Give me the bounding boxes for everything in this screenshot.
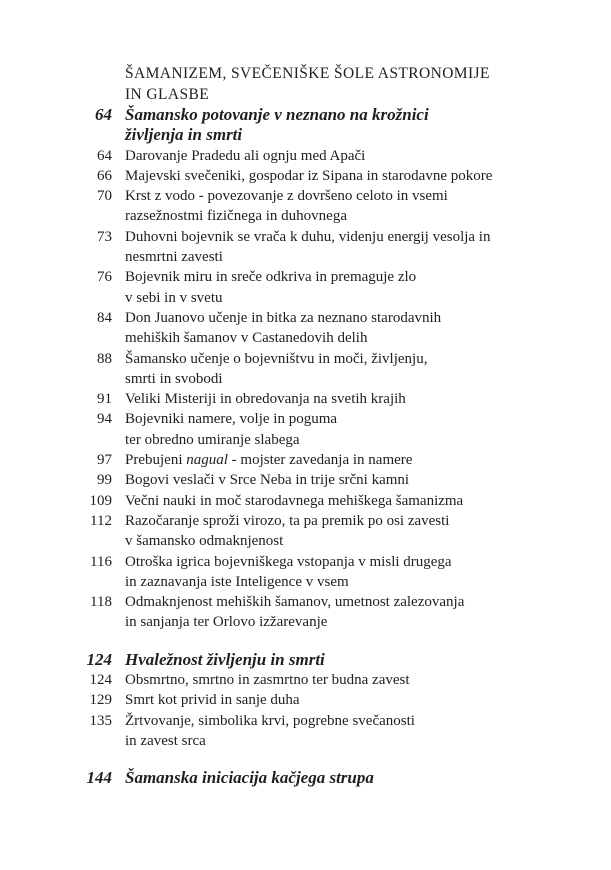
toc-entry-row xyxy=(0,670,611,690)
toc-chapter-row xyxy=(0,768,611,788)
page-number: 129 xyxy=(89,692,112,709)
entry-title xyxy=(125,592,464,633)
page-number: 94 xyxy=(97,411,112,428)
entry-title-segment: v sebi in v svetu xyxy=(125,289,223,306)
toc-entry-row xyxy=(0,186,611,227)
page-number: 84 xyxy=(97,309,112,326)
toc-list xyxy=(0,105,611,789)
toc-chapter-row xyxy=(0,650,611,670)
toc-entry-row xyxy=(0,491,611,511)
toc-entry-row xyxy=(0,711,611,752)
entry-title-segment: Duhovni bojevnik se vrača k duhu, videnju energij vesolja in xyxy=(125,228,491,245)
toc-entry-row xyxy=(0,349,611,390)
toc-chapter-row xyxy=(0,105,611,146)
page-number: 64 xyxy=(95,105,112,124)
entry-title-segment: Darovanje Pradedu ali ognju med Apači xyxy=(125,147,366,164)
toc-section-header-line-1: ŠAMANIZEM, SVEČENIŠKE ŠOLE ASTRONOMIJE xyxy=(125,65,490,82)
entry-title xyxy=(125,146,365,166)
entry-title-segment: Obsmrtno, smrtno in zasmrtno ter budna zavest xyxy=(125,672,410,689)
toc-entry-row xyxy=(0,308,611,349)
entry-title-line xyxy=(125,369,427,389)
entry-title-line xyxy=(125,409,337,429)
toc-entry-row xyxy=(0,511,611,552)
entry-title-segment: razsežnostmi fizičnega in duhovnega xyxy=(125,208,347,225)
entry-title-segment: - mojster zavedanja in namere xyxy=(227,452,413,469)
toc-entry-row xyxy=(0,166,611,186)
entry-title-line xyxy=(125,166,492,186)
page-number: 73 xyxy=(97,228,112,245)
entry-title-segment: Krst z vodo - povezovanje z dovršeno celoto in vsemi xyxy=(125,188,448,205)
entry-title-line xyxy=(125,491,463,511)
entry-title xyxy=(125,470,409,490)
entry-title-line xyxy=(125,650,325,670)
toc-entry-row xyxy=(0,267,611,308)
entry-title-line xyxy=(125,670,410,690)
entry-title-segment: Žrtvovanje, simbolika krvi, pogrebne svečanosti xyxy=(125,712,415,729)
entry-title-line xyxy=(125,572,452,592)
entry-title-segment: in sanjanja ter Orlovo izžarevanje xyxy=(125,614,328,631)
entry-title-segment: Majevski svečeniki, gospodar iz Sipana in starodavne pokore xyxy=(125,167,493,184)
page-number: 109 xyxy=(89,492,112,509)
entry-title-line xyxy=(125,552,452,572)
page-number: 66 xyxy=(97,167,112,184)
entry-title xyxy=(125,511,449,552)
page-number: 135 xyxy=(89,712,112,729)
entry-title-line xyxy=(125,328,441,348)
page-number: 112 xyxy=(90,512,112,529)
entry-title xyxy=(125,552,452,593)
entry-title xyxy=(125,409,337,450)
toc-entry-row xyxy=(0,409,611,450)
entry-title xyxy=(125,670,410,690)
page-number: 124 xyxy=(86,649,112,669)
entry-title-line xyxy=(125,389,406,409)
entry-title-segment: mehiških šamanov v Castanedovih delih xyxy=(125,330,368,347)
entry-title-segment: Šamanska iniciacija kačjega strupa xyxy=(125,768,374,788)
entry-title xyxy=(125,650,325,670)
entry-title-line xyxy=(125,349,427,369)
entry-title-line xyxy=(125,531,449,551)
page-number: 91 xyxy=(97,391,112,408)
toc-entry-row xyxy=(0,450,611,470)
entry-title xyxy=(125,186,448,227)
entry-title xyxy=(125,768,374,788)
toc-entry-row xyxy=(0,146,611,166)
entry-title-line xyxy=(125,105,429,125)
entry-title-segment: življenja in smrti xyxy=(125,125,243,145)
entry-title xyxy=(125,711,415,752)
entry-title-segment: in zaznavanja iste Inteligence v vsem xyxy=(125,573,349,590)
entry-title-line xyxy=(125,690,300,710)
page-number: 97 xyxy=(97,452,112,469)
entry-title-line xyxy=(125,731,415,751)
toc-section-header-line-2: IN GLASBE xyxy=(125,85,210,103)
entry-title xyxy=(125,491,463,511)
entry-title-line xyxy=(125,711,415,731)
toc-entry-row xyxy=(0,552,611,593)
page-number: 88 xyxy=(97,350,112,367)
toc-entry-row xyxy=(0,470,611,490)
entry-title-segment: nesmrtni zavesti xyxy=(125,249,223,266)
entry-title-line xyxy=(125,470,409,490)
entry-title xyxy=(125,389,406,409)
entry-title-line xyxy=(125,768,374,788)
toc-entry-row xyxy=(0,592,611,633)
entry-title xyxy=(125,105,429,146)
entry-title-line xyxy=(125,450,412,470)
entry-title-line xyxy=(125,612,464,632)
entry-title-segment: Bojevniki namere, volje in poguma xyxy=(125,411,338,428)
entry-title xyxy=(125,227,490,268)
entry-title-line xyxy=(125,288,416,308)
entry-title-line xyxy=(125,592,464,612)
toc-entry-row xyxy=(0,690,611,710)
entry-title-line xyxy=(125,206,448,226)
entry-title-line xyxy=(125,511,449,531)
entry-title-segment: Večni nauki in moč starodavnega mehiškega šamanizma xyxy=(125,492,464,509)
entry-title-segment: Smrt kot privid in sanje duha xyxy=(125,692,300,709)
entry-title-segment: v šamansko odmaknjenost xyxy=(125,533,284,550)
entry-title-segment: Veliki Misteriji in obredovanja na svetih krajih xyxy=(125,391,406,408)
entry-title-segment: smrti in svobodi xyxy=(125,370,223,387)
entry-title-segment: Odmaknjenost mehiških šamanov, umetnost zalezovanja xyxy=(125,594,465,611)
toc-entry-row xyxy=(0,389,611,409)
entry-title-line xyxy=(125,227,490,247)
entry-title-line xyxy=(125,247,490,267)
entry-title-segment: Hvaležnost življenju in smrti xyxy=(125,649,325,669)
page-number: 64 xyxy=(97,147,112,164)
page-number: 99 xyxy=(97,472,112,489)
toc-entry-row xyxy=(0,227,611,268)
entry-title-segment: Bogovi veslači v Srce Neba in trije srčni kamni xyxy=(125,472,410,489)
entry-title-line xyxy=(125,308,441,328)
entry-title-segment: Prebujeni xyxy=(125,452,187,469)
entry-title-segment: Šamansko potovanje v neznano na krožnici xyxy=(125,105,429,124)
page-number: 144 xyxy=(86,768,112,788)
entry-title xyxy=(125,267,416,308)
entry-title-segment: Bojevnik miru in sreče odkriva in premaguje zlo xyxy=(125,269,417,286)
page-number: 118 xyxy=(90,594,112,611)
entry-title-line xyxy=(125,186,448,206)
page-number: 124 xyxy=(89,672,112,689)
entry-title-line xyxy=(125,125,429,145)
entry-title xyxy=(125,450,412,470)
toc-section-header xyxy=(125,64,611,105)
page-number: 70 xyxy=(97,188,112,205)
entry-title-segment: in zavest srca xyxy=(125,732,206,749)
entry-title-line xyxy=(125,430,337,450)
page-number: 76 xyxy=(97,269,112,286)
entry-title xyxy=(125,308,441,349)
entry-title xyxy=(125,690,300,710)
entry-title-italic-segment: nagual xyxy=(186,452,228,469)
entry-title-line xyxy=(125,146,365,166)
entry-title xyxy=(125,166,492,186)
entry-title-segment: Šamansko učenje o bojevništvu in moči, življenju, xyxy=(125,350,428,367)
entry-title xyxy=(125,349,427,390)
page-number: 116 xyxy=(90,553,112,570)
entry-title-line xyxy=(125,267,416,287)
entry-title-segment: ter obredno umiranje slabega xyxy=(125,431,300,448)
entry-title-segment: Otroška igrica bojevniškega vstopanja v misli drugega xyxy=(125,553,452,570)
entry-title-segment: Razočaranje sproži virozo, ta pa premik po osi zavesti xyxy=(125,512,450,529)
entry-title-segment: Don Juanovo učenje in bitka za neznano starodavnih xyxy=(125,309,442,326)
